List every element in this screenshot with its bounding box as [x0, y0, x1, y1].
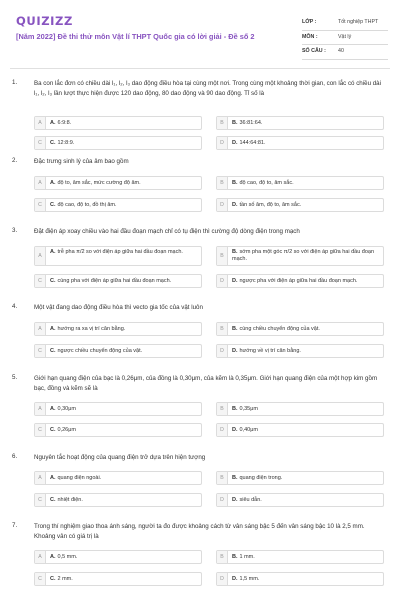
- option-letter: C: [35, 424, 46, 436]
- option-key: D.: [232, 140, 238, 146]
- option-a[interactable]: [34, 471, 202, 485]
- option-text: 6:9:8.: [57, 120, 72, 126]
- option-letter: C: [35, 573, 46, 585]
- meta-key: MÔN :: [302, 33, 318, 40]
- option-d[interactable]: [216, 136, 384, 150]
- option-letter: B: [217, 403, 228, 415]
- question-number: 4.: [12, 303, 18, 310]
- option-text: 1,5 mm.: [239, 576, 260, 582]
- option-text: 0,30μm: [57, 406, 76, 412]
- option-letter: C: [35, 275, 46, 287]
- option-d[interactable]: [216, 198, 384, 212]
- option-d[interactable]: [216, 493, 384, 507]
- question-number: 2.: [12, 157, 18, 164]
- option-key: D.: [232, 427, 238, 433]
- option-letter: B: [217, 551, 228, 563]
- option-a[interactable]: [34, 246, 202, 266]
- question-text: Ba con lắc đơn có chiều dài l₁, l₂, l₃ dao động điều hòa tại cùng một nơi. Trong cùng một khoảng thời gian, con lắc có chiều dài l₁, l₂, l₃ lần lượt thực hiện được 120 dao động, 80 dao động và 90 dao động. Tỉ số là: [34, 80, 381, 97]
- meta-value: Tốt nghiệp THPT: [338, 19, 379, 25]
- option-letter: B: [217, 177, 228, 189]
- option-key: B.: [232, 554, 238, 560]
- option-text: cùng pha với điện áp giữa hai đầu đoạn mạch.: [57, 278, 172, 284]
- option-letter: A: [35, 551, 46, 563]
- option-letter: C: [35, 137, 46, 149]
- option-c[interactable]: [34, 198, 202, 212]
- option-text: 12:8:9.: [57, 140, 75, 146]
- option-letter: A: [35, 323, 46, 335]
- question-text: Đặt điện áp xoay chiều vào hai đầu đoạn mạch chỉ có tụ điện thì cường độ dòng điện trong mạch: [34, 228, 300, 235]
- option-text: 36:81:64.: [239, 120, 263, 126]
- option-key: B.: [232, 326, 238, 332]
- option-text: hướng ra xa vị trí cân bằng.: [57, 326, 126, 332]
- option-key: B.: [232, 249, 238, 255]
- meta-key: LỚP :: [302, 19, 317, 25]
- option-text: sớm pha một góc π/2 so với điện áp giữa hai đầu đoạn mạch.: [232, 249, 375, 263]
- option-letter: D: [217, 424, 228, 436]
- option-key: C.: [50, 427, 56, 433]
- option-text: ngược chiều chuyển động của vật.: [57, 348, 143, 354]
- option-d[interactable]: [216, 572, 384, 586]
- option-key: A.: [50, 554, 56, 560]
- option-text: quang điện trong.: [239, 475, 283, 481]
- option-d[interactable]: [216, 344, 384, 358]
- option-key: D.: [232, 576, 238, 582]
- meta-value: Vật lý: [338, 33, 352, 40]
- option-b[interactable]: [216, 322, 384, 336]
- option-c[interactable]: [34, 572, 202, 586]
- option-key: B.: [232, 475, 238, 481]
- option-text: ngược pha với điện áp giữa hai đầu đoạn mạch.: [239, 278, 358, 284]
- question-text: Giới hạn quang điện của bạc là 0,26μm, của đồng là 0,30μm, của kẽm là 0,35μm. Giới hạn quang điện của một hợp kim gồm bạc, đồng và kẽm sẽ là: [34, 375, 378, 392]
- option-letter: D: [217, 137, 228, 149]
- meta-table: [302, 16, 388, 60]
- meta-row-class: [302, 16, 388, 31]
- option-text: cùng chiều chuyển động của vật.: [239, 326, 320, 332]
- option-key: A.: [50, 120, 56, 126]
- option-c[interactable]: [34, 274, 202, 288]
- option-c[interactable]: [34, 344, 202, 358]
- option-text: 0,35μm: [239, 406, 258, 412]
- option-text: 0,40μm: [239, 427, 258, 433]
- option-b[interactable]: [216, 246, 384, 266]
- question-text: Trong thí nghiệm giao thoa ánh sáng, người ta đo được khoảng cách từ vân sáng bậc 5 đến vân sáng bậc 10 là 2,5 mm. Khoảng vân có giá trị là: [34, 523, 365, 540]
- question-number: 7.: [12, 522, 18, 529]
- option-text: 0,5 mm.: [57, 554, 78, 560]
- meta-row-question-count: [302, 45, 388, 60]
- option-letter: A: [35, 177, 46, 189]
- option-key: C.: [50, 497, 56, 503]
- option-key: A.: [50, 180, 56, 186]
- option-text: độ to, âm sắc, mức cường độ âm.: [57, 180, 141, 186]
- option-text: trễ pha π/2 so với điện áp giữa hai đầu đoạn mạch.: [57, 249, 183, 255]
- option-key: A.: [50, 249, 56, 255]
- option-text: nhiệt điện.: [57, 497, 83, 503]
- option-key: D.: [232, 202, 238, 208]
- option-a[interactable]: [34, 322, 202, 336]
- option-c[interactable]: [34, 493, 202, 507]
- option-text: tần số âm, độ to, âm sắc.: [239, 202, 302, 208]
- option-letter: D: [217, 275, 228, 287]
- option-letter: D: [217, 573, 228, 585]
- option-a[interactable]: [34, 402, 202, 416]
- option-text: hướng về vị trí cân bằng.: [239, 348, 301, 354]
- option-letter: C: [35, 199, 46, 211]
- option-b[interactable]: [216, 402, 384, 416]
- page-title: [Năm 2022] Đề thi thử môn Vật lí THPT Quốc gia có lời giải - Đề số 2: [16, 32, 255, 41]
- option-letter: D: [217, 494, 228, 506]
- question-number: 5.: [12, 374, 18, 381]
- option-text: 144:64:81.: [239, 140, 266, 146]
- option-letter: A: [35, 403, 46, 415]
- option-letter: B: [217, 323, 228, 335]
- option-letter: B: [217, 247, 228, 265]
- option-key: C.: [50, 278, 56, 284]
- option-key: C.: [50, 348, 56, 354]
- option-text: quang điện ngoài.: [57, 475, 102, 481]
- option-b[interactable]: [216, 550, 384, 564]
- option-text: độ cao, độ to, âm sắc.: [239, 180, 294, 186]
- option-key: D.: [232, 348, 238, 354]
- option-b[interactable]: [216, 116, 384, 130]
- option-key: B.: [232, 180, 238, 186]
- question-text: Đặc trưng sinh lý của âm bao gồm: [34, 158, 129, 165]
- option-key: C.: [50, 576, 56, 582]
- option-a[interactable]: [34, 176, 202, 190]
- header-divider: [10, 68, 390, 69]
- option-key: A.: [50, 406, 56, 412]
- option-a[interactable]: [34, 550, 202, 564]
- option-text: 2 mm.: [57, 576, 73, 582]
- option-letter: C: [35, 345, 46, 357]
- option-key: C.: [50, 140, 56, 146]
- question-text: Nguyên tắc hoạt động của quang điện trở dựa trên hiện tượng: [34, 454, 206, 461]
- option-b[interactable]: [216, 471, 384, 485]
- meta-key: SỐ CÂU :: [302, 48, 326, 54]
- quizizz-logo: QUIZIZZ: [16, 14, 73, 28]
- option-key: D.: [232, 497, 238, 503]
- option-key: C.: [50, 202, 56, 208]
- option-text: siêu dẫn.: [239, 497, 262, 503]
- question-number: 6.: [12, 453, 18, 460]
- option-text: độ cao, độ to, đồ thị âm.: [57, 202, 117, 208]
- option-letter: A: [35, 117, 46, 129]
- option-key: A.: [50, 326, 56, 332]
- option-letter: D: [217, 199, 228, 211]
- option-key: D.: [232, 278, 238, 284]
- option-d[interactable]: [216, 274, 384, 288]
- option-letter: D: [217, 345, 228, 357]
- option-letter: A: [35, 247, 46, 265]
- option-key: A.: [50, 475, 56, 481]
- option-c[interactable]: [34, 423, 202, 437]
- option-letter: A: [35, 472, 46, 484]
- option-text: 1 mm.: [239, 554, 255, 560]
- option-key: B.: [232, 406, 238, 412]
- option-b[interactable]: [216, 176, 384, 190]
- question-number: 3.: [12, 227, 18, 234]
- option-c[interactable]: [34, 136, 202, 150]
- document-header: [0, 0, 400, 62]
- option-letter: B: [217, 472, 228, 484]
- option-text: 0,26μm: [57, 427, 76, 433]
- option-a[interactable]: [34, 116, 202, 130]
- meta-row-subject: [302, 31, 388, 46]
- option-d[interactable]: [216, 423, 384, 437]
- question-number: 1.: [12, 79, 18, 86]
- option-letter: B: [217, 117, 228, 129]
- option-key: B.: [232, 120, 238, 126]
- question-text: Một vật đang dao động điều hòa thì vecto gia tốc của vật luôn: [34, 304, 203, 311]
- meta-value: 40: [338, 48, 344, 54]
- option-letter: C: [35, 494, 46, 506]
